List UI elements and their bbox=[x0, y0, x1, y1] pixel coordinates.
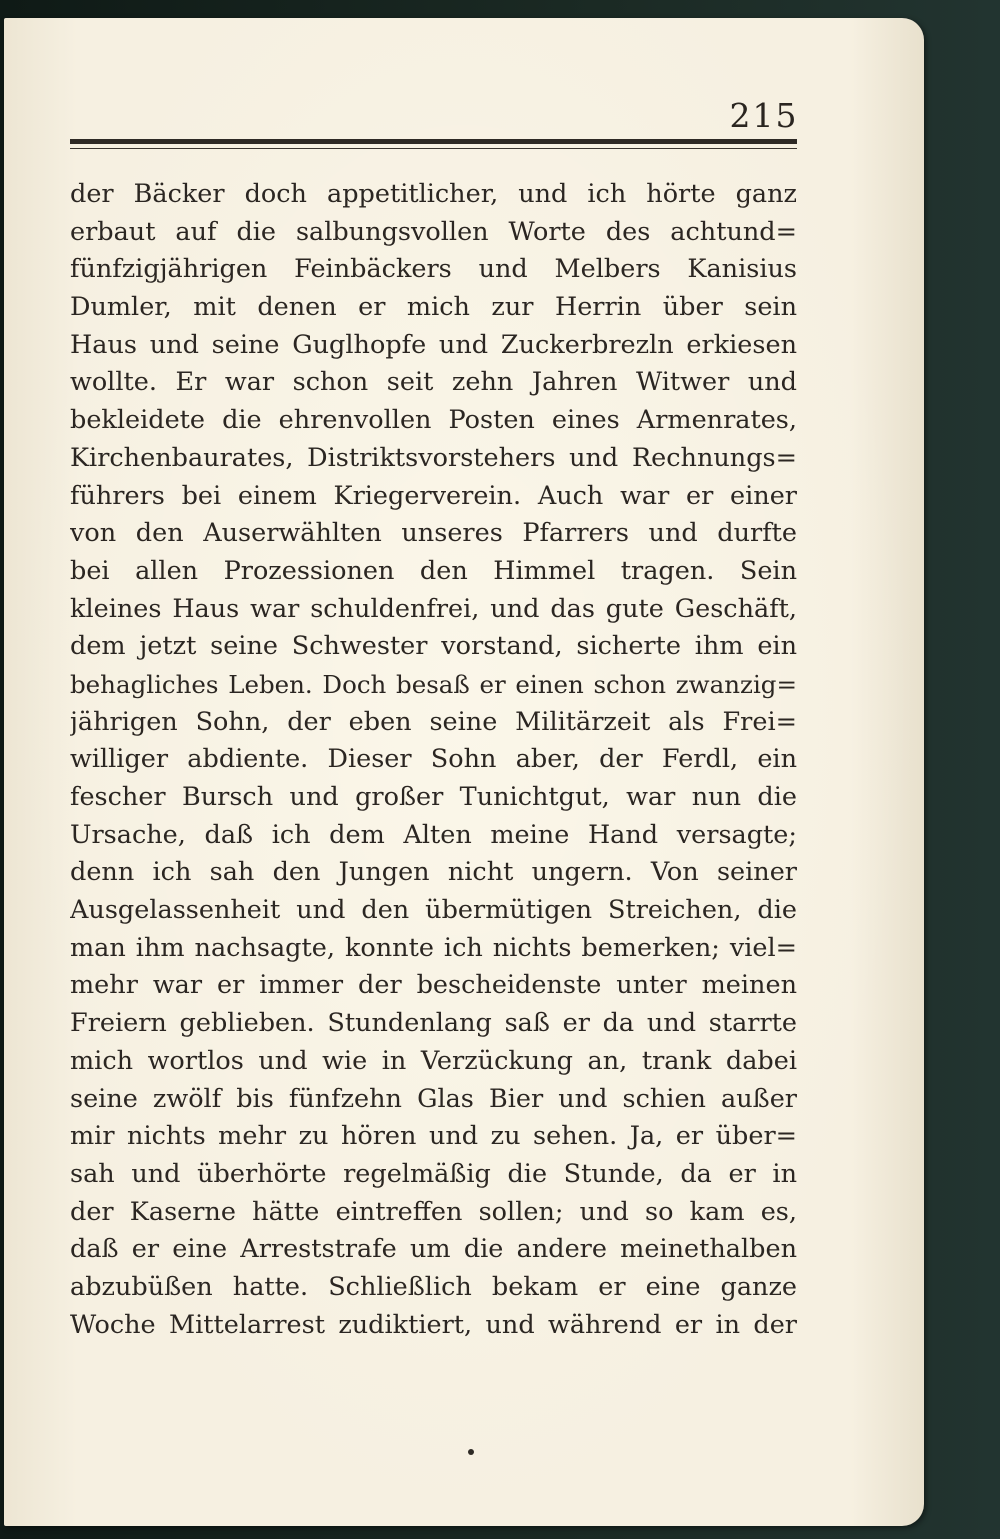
text-line: mich wortlos und wie in Verzückung an, trank dabei bbox=[70, 1045, 797, 1076]
footer-dot bbox=[468, 1449, 474, 1455]
text-line: der Kaserne hätte eintreffen sollen; und so kam es, bbox=[70, 1196, 797, 1227]
header-rule-thick bbox=[70, 139, 797, 144]
text-line: der Bäcker doch appetitlicher, und ich hörte ganz bbox=[70, 179, 797, 209]
text-line: fescher Bursch und großer Tunichtgut, war nun die bbox=[70, 782, 797, 812]
text-line: man ihm nachsagte, konnte ich nichts bemerken; viel= bbox=[70, 932, 797, 963]
text-line: sah und überhörte regelmäßig die Stunde, da er in bbox=[70, 1158, 797, 1189]
text-line: wollte. Er war schon seit zehn Jahren Witwer und bbox=[70, 367, 797, 398]
text-line: williger abdiente. Dieser Sohn aber, der Ferdl, ein bbox=[70, 744, 797, 775]
text-line: abzubüßen hatte. Schließlich bekam er eine ganze bbox=[70, 1271, 797, 1302]
text-line: dem jetzt seine Schwester vorstand, sicherte ihm ein bbox=[70, 631, 797, 662]
text-line: Dumler, mit denen er mich zur Herrin über sein bbox=[70, 292, 797, 323]
text-line: kleines Haus war schuldenfrei, und das gute Geschäft, bbox=[70, 593, 797, 624]
book-page bbox=[4, 18, 924, 1526]
header-rule-thin bbox=[70, 148, 797, 149]
page-number: 215 bbox=[729, 96, 799, 135]
text-line: Ausgelassenheit und den übermütigen Streichen, die bbox=[70, 895, 797, 926]
text-line: von den Auserwählten unseres Pfarrers und durfte bbox=[70, 518, 797, 549]
text-line: behagliches Leben. Doch besaß er einen schon zwanzig= bbox=[70, 669, 797, 699]
body-text bbox=[70, 176, 797, 1344]
text-line: denn ich sah den Jungen nicht ungern. Von seiner bbox=[70, 857, 797, 888]
text-line: seine zwölf bis fünfzehn Glas Bier und schien außer bbox=[70, 1083, 797, 1114]
text-line: fünfzigjährigen Feinbäckers und Melbers Kanisius bbox=[70, 254, 797, 285]
text-line: Haus und seine Guglhopfe und Zuckerbrezln erkiesen bbox=[70, 329, 797, 360]
text-line: jährigen Sohn, der eben seine Militärzeit als Frei= bbox=[70, 706, 797, 737]
text-line: führers bei einem Kriegerverein. Auch war er einer bbox=[70, 480, 797, 511]
text-line: mehr war er immer der bescheidenste unter meinen bbox=[70, 970, 797, 1001]
text-line: bekleidete die ehrenvollen Posten eines Armenrates, bbox=[70, 405, 797, 436]
text-line: Freiern geblieben. Stundenlang saß er da und starrte bbox=[70, 1008, 797, 1039]
text-line: daß er eine Arreststrafe um die andere meinethalben bbox=[70, 1234, 797, 1265]
text-line: bei allen Prozessionen den Himmel tragen. Sein bbox=[70, 555, 797, 586]
text-line: erbaut auf die salbungsvollen Worte des achtund= bbox=[70, 216, 797, 247]
text-line: Kirchenbaurates, Distriktsvorstehers und Rechnungs= bbox=[70, 442, 797, 473]
text-line: mir nichts mehr zu hören und zu sehen. Ja, er über= bbox=[70, 1121, 797, 1152]
text-line: Ursache, daß ich dem Alten meine Hand versagte; bbox=[70, 819, 797, 850]
text-line: Woche Mittelarrest zudiktiert, und während er in der bbox=[70, 1309, 797, 1340]
